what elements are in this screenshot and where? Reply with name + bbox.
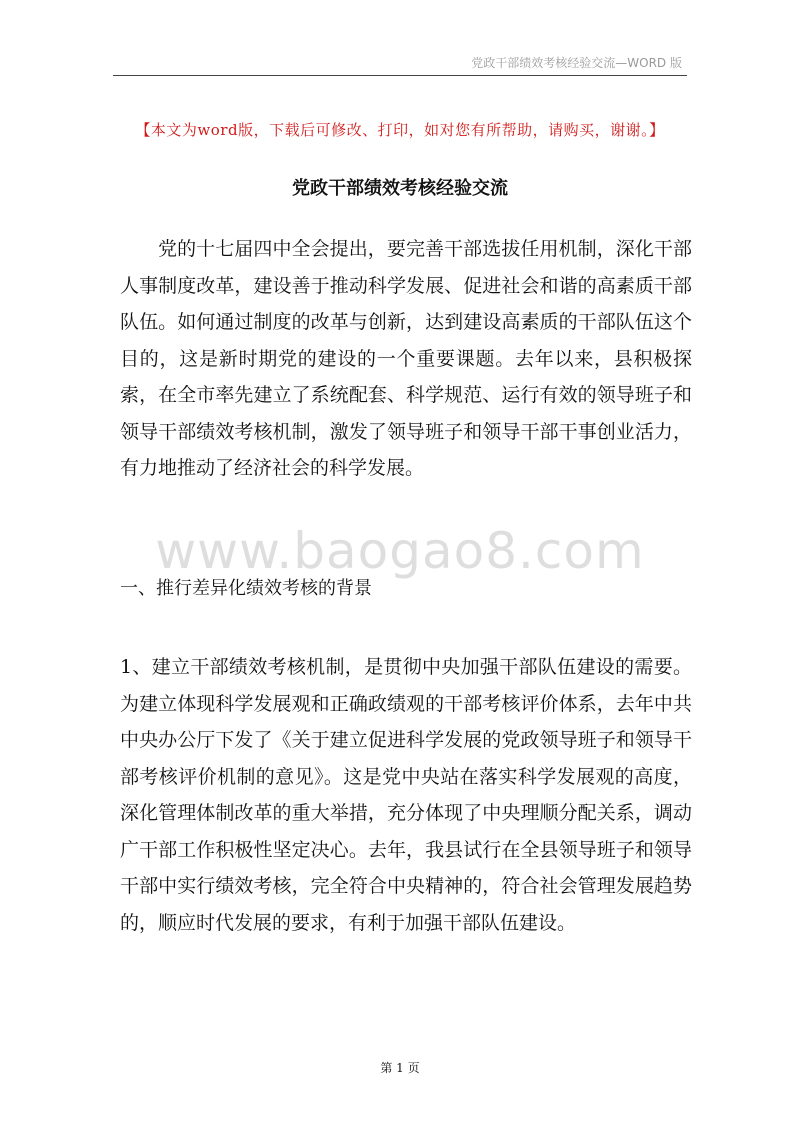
watermark-text: www.baogao8.com [155, 522, 645, 580]
header-divider [113, 75, 687, 76]
body-paragraph: 1、建立干部绩效考核机制，是贯彻中央加强干部队伍建设的需要。为建立体现科学发展观和正确政绩观的干部考核评价体系，去年中共中央办公厅下发了《关于建立促进科学发展的党政领导班子和领导干部考核评价机制的意见》。这是党中央站在落实科学发展观的高度，深化管理体制改革的重大举措，充分体现了中央理顺分配关系，调动广干部工作积极性坚定决心。去年，我县试行在全县领导班子和领导干部中实行绩效考核，完全符合中央精神的，符合社会管理发展趋势的，顺应时代发展的要求，有利于加强干部队伍建设。 [120, 656, 692, 934]
running-header: 党政干部绩效考核经验交流—WORD 版 [471, 56, 682, 70]
section-heading: 一、推行差异化绩效考核的背景 [120, 578, 372, 599]
intro-paragraph: 党的十七届四中全会提出，要完善干部选拔任用机制，深化干部人事制度改革，建设善于推动科学发展、促进社会和谐的高素质干部队伍。如何通过制度的改革与创新，达到建设高素质的干部队伍这个目的，这是新时期党的建设的一个重要课题。去年以来，县积极探索，在全市率先建立了系统配套、科学规范、运行有效的领导班子和领导干部绩效考核机制，激发了领导班子和领导干部干事创业活力，有力地推动了经济社会的科学发展。 [120, 238, 692, 479]
page-number: 第 1 页 [380, 1061, 420, 1075]
purchase-notice: 【本文为word版，下载后可修改、打印，如对您有所帮助，请购买，谢谢。】 [135, 121, 665, 139]
document-title: 党政干部绩效考核经验交流 [292, 178, 508, 199]
